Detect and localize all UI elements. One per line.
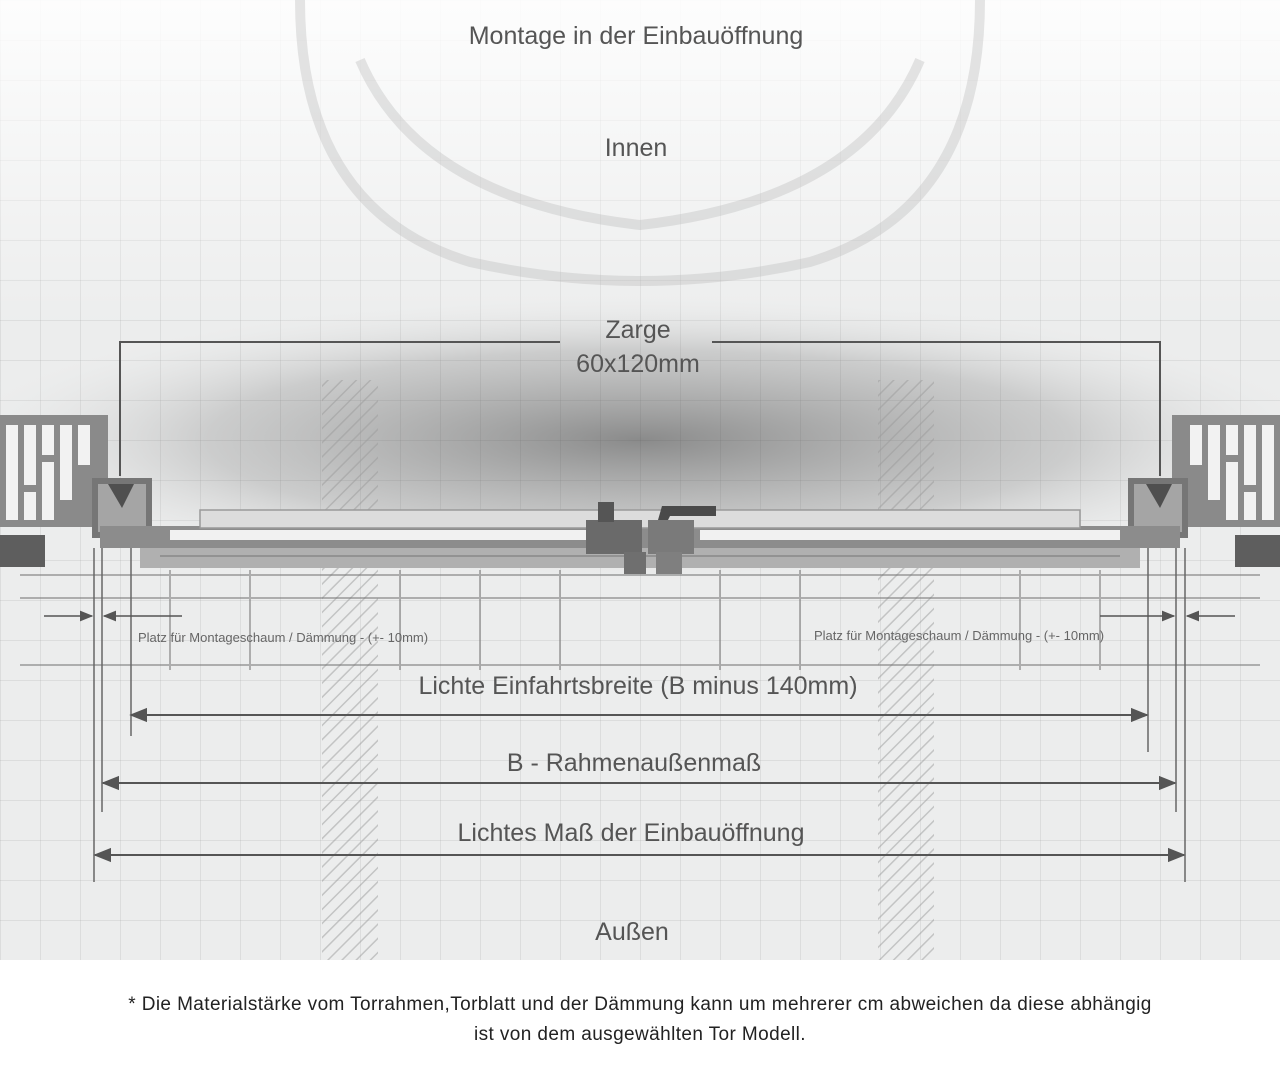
wall-left	[0, 415, 108, 567]
wall-right	[1172, 415, 1280, 567]
door-leaf	[100, 502, 1180, 574]
outside-label: Außen	[595, 918, 669, 946]
dim-label-opening: Lichtes Maß der Einbauöffnung	[457, 819, 805, 847]
inside-label: Innen	[604, 134, 668, 162]
foam-gap-label-left: Platz für Montageschaum / Dämmung - (+- 10mm)	[138, 630, 429, 645]
dim-label-frame-outer: B - Rahmenaußenmaß	[506, 749, 762, 777]
footnote	[0, 990, 1280, 1050]
dim-label-clear-passage: Lichte Einfahrtsbreite (B minus 140mm)	[418, 672, 858, 700]
frame-label-name: Zarge	[605, 316, 671, 344]
footnote-line-1: * Die Materialstärke vom Torrahmen,Torblatt und der Dämmung kann um mehrerer cm abweichen da diese abhängig	[128, 994, 1152, 1015]
footnote-line-2: ist von dem ausgewählten Tor Modell.	[474, 1024, 806, 1045]
diagram-title: Montage in der Einbauöffnung	[468, 22, 804, 50]
foam-gap-label-right: Platz für Montageschaum / Dämmung - (+- 10mm)	[814, 628, 1105, 643]
frame-label-size: 60x120mm	[576, 350, 700, 378]
